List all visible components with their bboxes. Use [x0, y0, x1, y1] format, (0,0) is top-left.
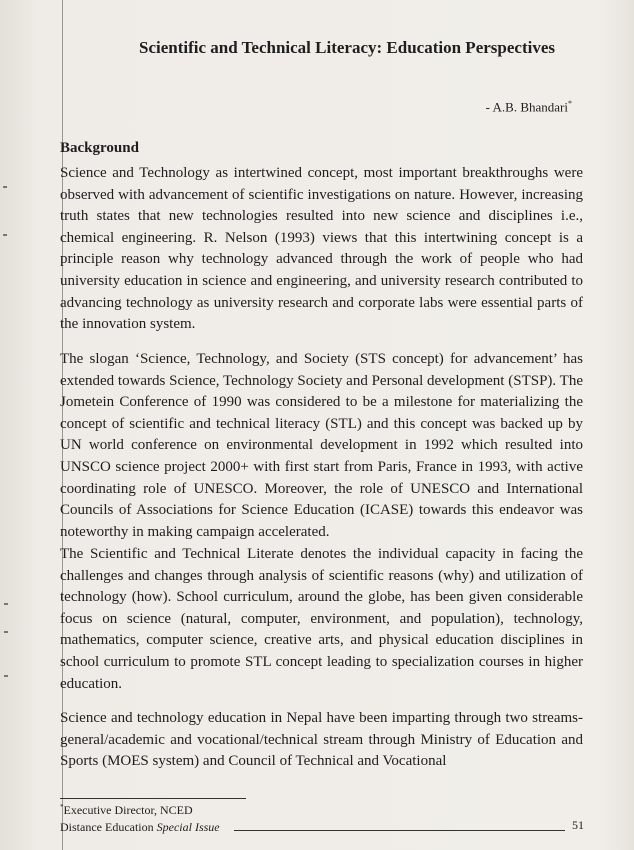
page-number: 51	[572, 818, 584, 832]
scan-mark	[3, 234, 7, 236]
footnote	[60, 803, 193, 818]
publication-line	[60, 820, 220, 835]
scan-mark	[3, 186, 7, 188]
footnote-text: Executive Director, NCED	[63, 803, 193, 817]
section-heading: Background	[60, 140, 139, 156]
footnote-divider	[60, 798, 246, 799]
paragraph: Science and Technology as intertwined concept, most important breakthroughs were observed with advancement of scientific investigations on nature. However, increasing truth states that new technologies resulted into new science and disciplines i.e., chemical engineering. R. Nelson (1993) views that this intertwining concept is a principle reason why technology advanced through the work of people who had university education in science and engineering, and university research contributed to advancing technology as university research and corporate labs were essential parts of the innovation system.	[60, 165, 583, 333]
author-name: - A.B. Bhandari	[485, 99, 568, 115]
paragraph: The Scientific and Technical Literate denotes the individual capacity in facing the challenges and changes through analysis of scientific reasons (why) and utilization of technology (how). School curriculum, around the globe, has been given considerable focus on science (natural, computer, environment, and population), technology, mathematics, computer science, creative arts, and physical education disciplines in school curriculum to promote STL concept leading to specialization courses in higher education.	[60, 546, 583, 692]
scan-mark	[4, 631, 8, 633]
footnote-marker: *	[60, 803, 64, 811]
paragraph: Science and technology education in Nepal have been imparting through two streams- general/academic and vocational/technical stream through Ministry of Education and Sports (MOES system) and Council of Technical and Vocational	[60, 710, 583, 770]
author-line	[486, 99, 572, 115]
paragraph: The slogan ‘Science, Technology, and Society (STS concept) for advancement’ has extended towards Science, Technology Society and Personal development (STSP). The Jometein Conference of 1990 was considered to be a milestone for materializing the concept of scientific and technical literacy (STL) and this concept was backed up by UN world conference on environmental development in 1992 which resulted into UNSCO science project 2000+ with first start from Paris, France in 1993, with active coordinating role of UNESCO. Moreover, the role of UNESCO and International Councils of Associations for Science Education (ICASE) towards this endeavor was noteworthy in making campaign accelerated.	[60, 351, 583, 540]
scan-mark	[4, 603, 8, 605]
scan-mark	[4, 675, 8, 677]
issue-name: Special Issue	[156, 820, 220, 834]
author-footnote-marker: *	[568, 99, 572, 108]
article-title: Scientific and Technical Literacy: Education Perspectives	[139, 38, 555, 57]
footer-rule	[234, 830, 565, 831]
publication-name: Distance Education	[60, 820, 154, 834]
